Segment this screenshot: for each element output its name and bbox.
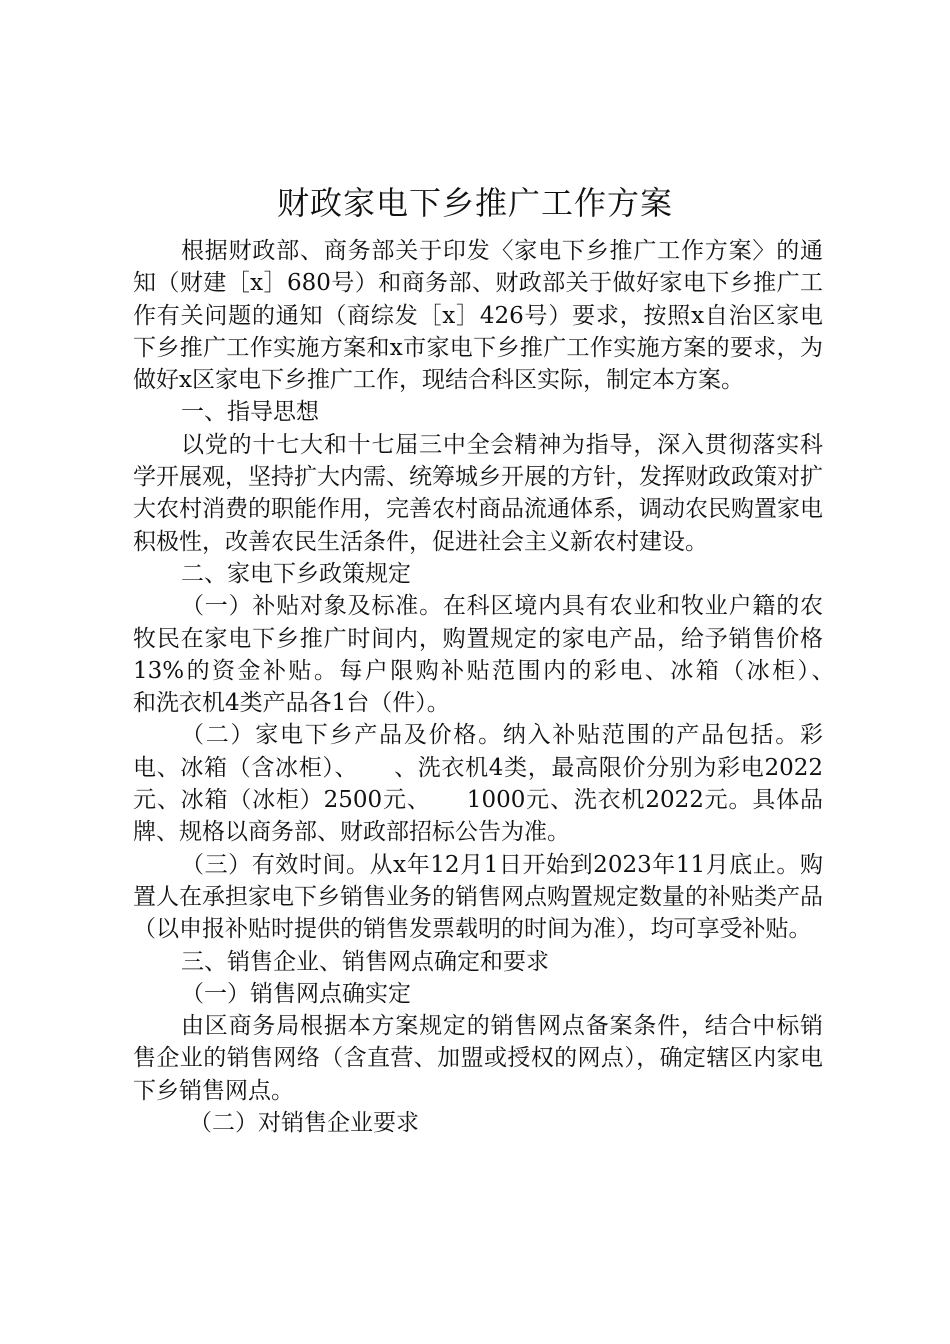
paragraph-intro: 根据财政部、商务部关于印发〈家电下乡推广工作方案〉的通知（财建［x］680号）和商务部、财政部关于做好家电下乡推广工作有关问题的通知（商综发［x］426号）要求，按照x自治区家电下乡推广工作实施方案和x市家电下乡推广工作实施方案的要求，为做好x区家电下乡推广工作，现结合科区实际，制定本方案。: [133, 238, 823, 394]
paragraph-guiding-ideology: 以党的十七大和十七届三中全会精神为指导，深入贯彻落实科学开展观，坚持扩大内需、统筹城乡开展的方针，发挥财政政策对扩大农村消费的职能作用，完善农村商品流通体系，调动农民购置家电积极性，改善农民生活条件，促进社会主义新农村建设。: [133, 431, 823, 555]
paragraph-outlet-determination: 由区商务局根据本方案规定的销售网点备案条件，结合中标销售企业的销售网络（含直营、加盟或授权的网点），确定辖区内家电下乡销售网点。: [133, 1013, 823, 1104]
paragraph-products-prices: （二）家电下乡产品及价格。纳入补贴范围的产品包括。彩电、冰箱（含冰柜）、 、洗衣机4类，最高限价分别为彩电2022元、冰箱（冰柜）2500元、 1000元、洗衣机2022元。具体品牌、规格以商务部、财政部招标公告为准。: [133, 722, 823, 846]
subheading-enterprise-requirements: （二）对销售企业要求: [189, 1110, 419, 1137]
document-body: [133, 235, 869, 1139]
paragraph-subsidy-targets: （一）补贴对象及标准。在科区境内具有农业和牧业户籍的农牧民在家电下乡推广时间内，购置规定的家电产品，给予销售价格13%的资金补贴。每户限购补贴范围内的彩电、冰箱（冰柜）、 和洗衣机4类产品各1台（件）。: [133, 593, 869, 717]
heading-sales-outlets: 三、销售企业、销售网点确定和要求: [181, 948, 549, 975]
paragraph-valid-period: （三）有效时间。从x年12月1日开始到2023年11月底止。购置人在承担家电下乡销售业务的销售网点购置规定数量的补贴类产品（以申报补贴时提供的销售发票载明的时间为准），均可享受补贴。: [133, 851, 823, 943]
subheading-outlet-determination: （一）销售网点确实定: [181, 980, 411, 1007]
document-title: 财政家电下乡推广工作方案: [276, 184, 673, 222]
heading-guiding-ideology: 一、指导思想: [181, 399, 319, 426]
heading-policy-rules: 二、家电下乡政策规定: [181, 560, 411, 587]
